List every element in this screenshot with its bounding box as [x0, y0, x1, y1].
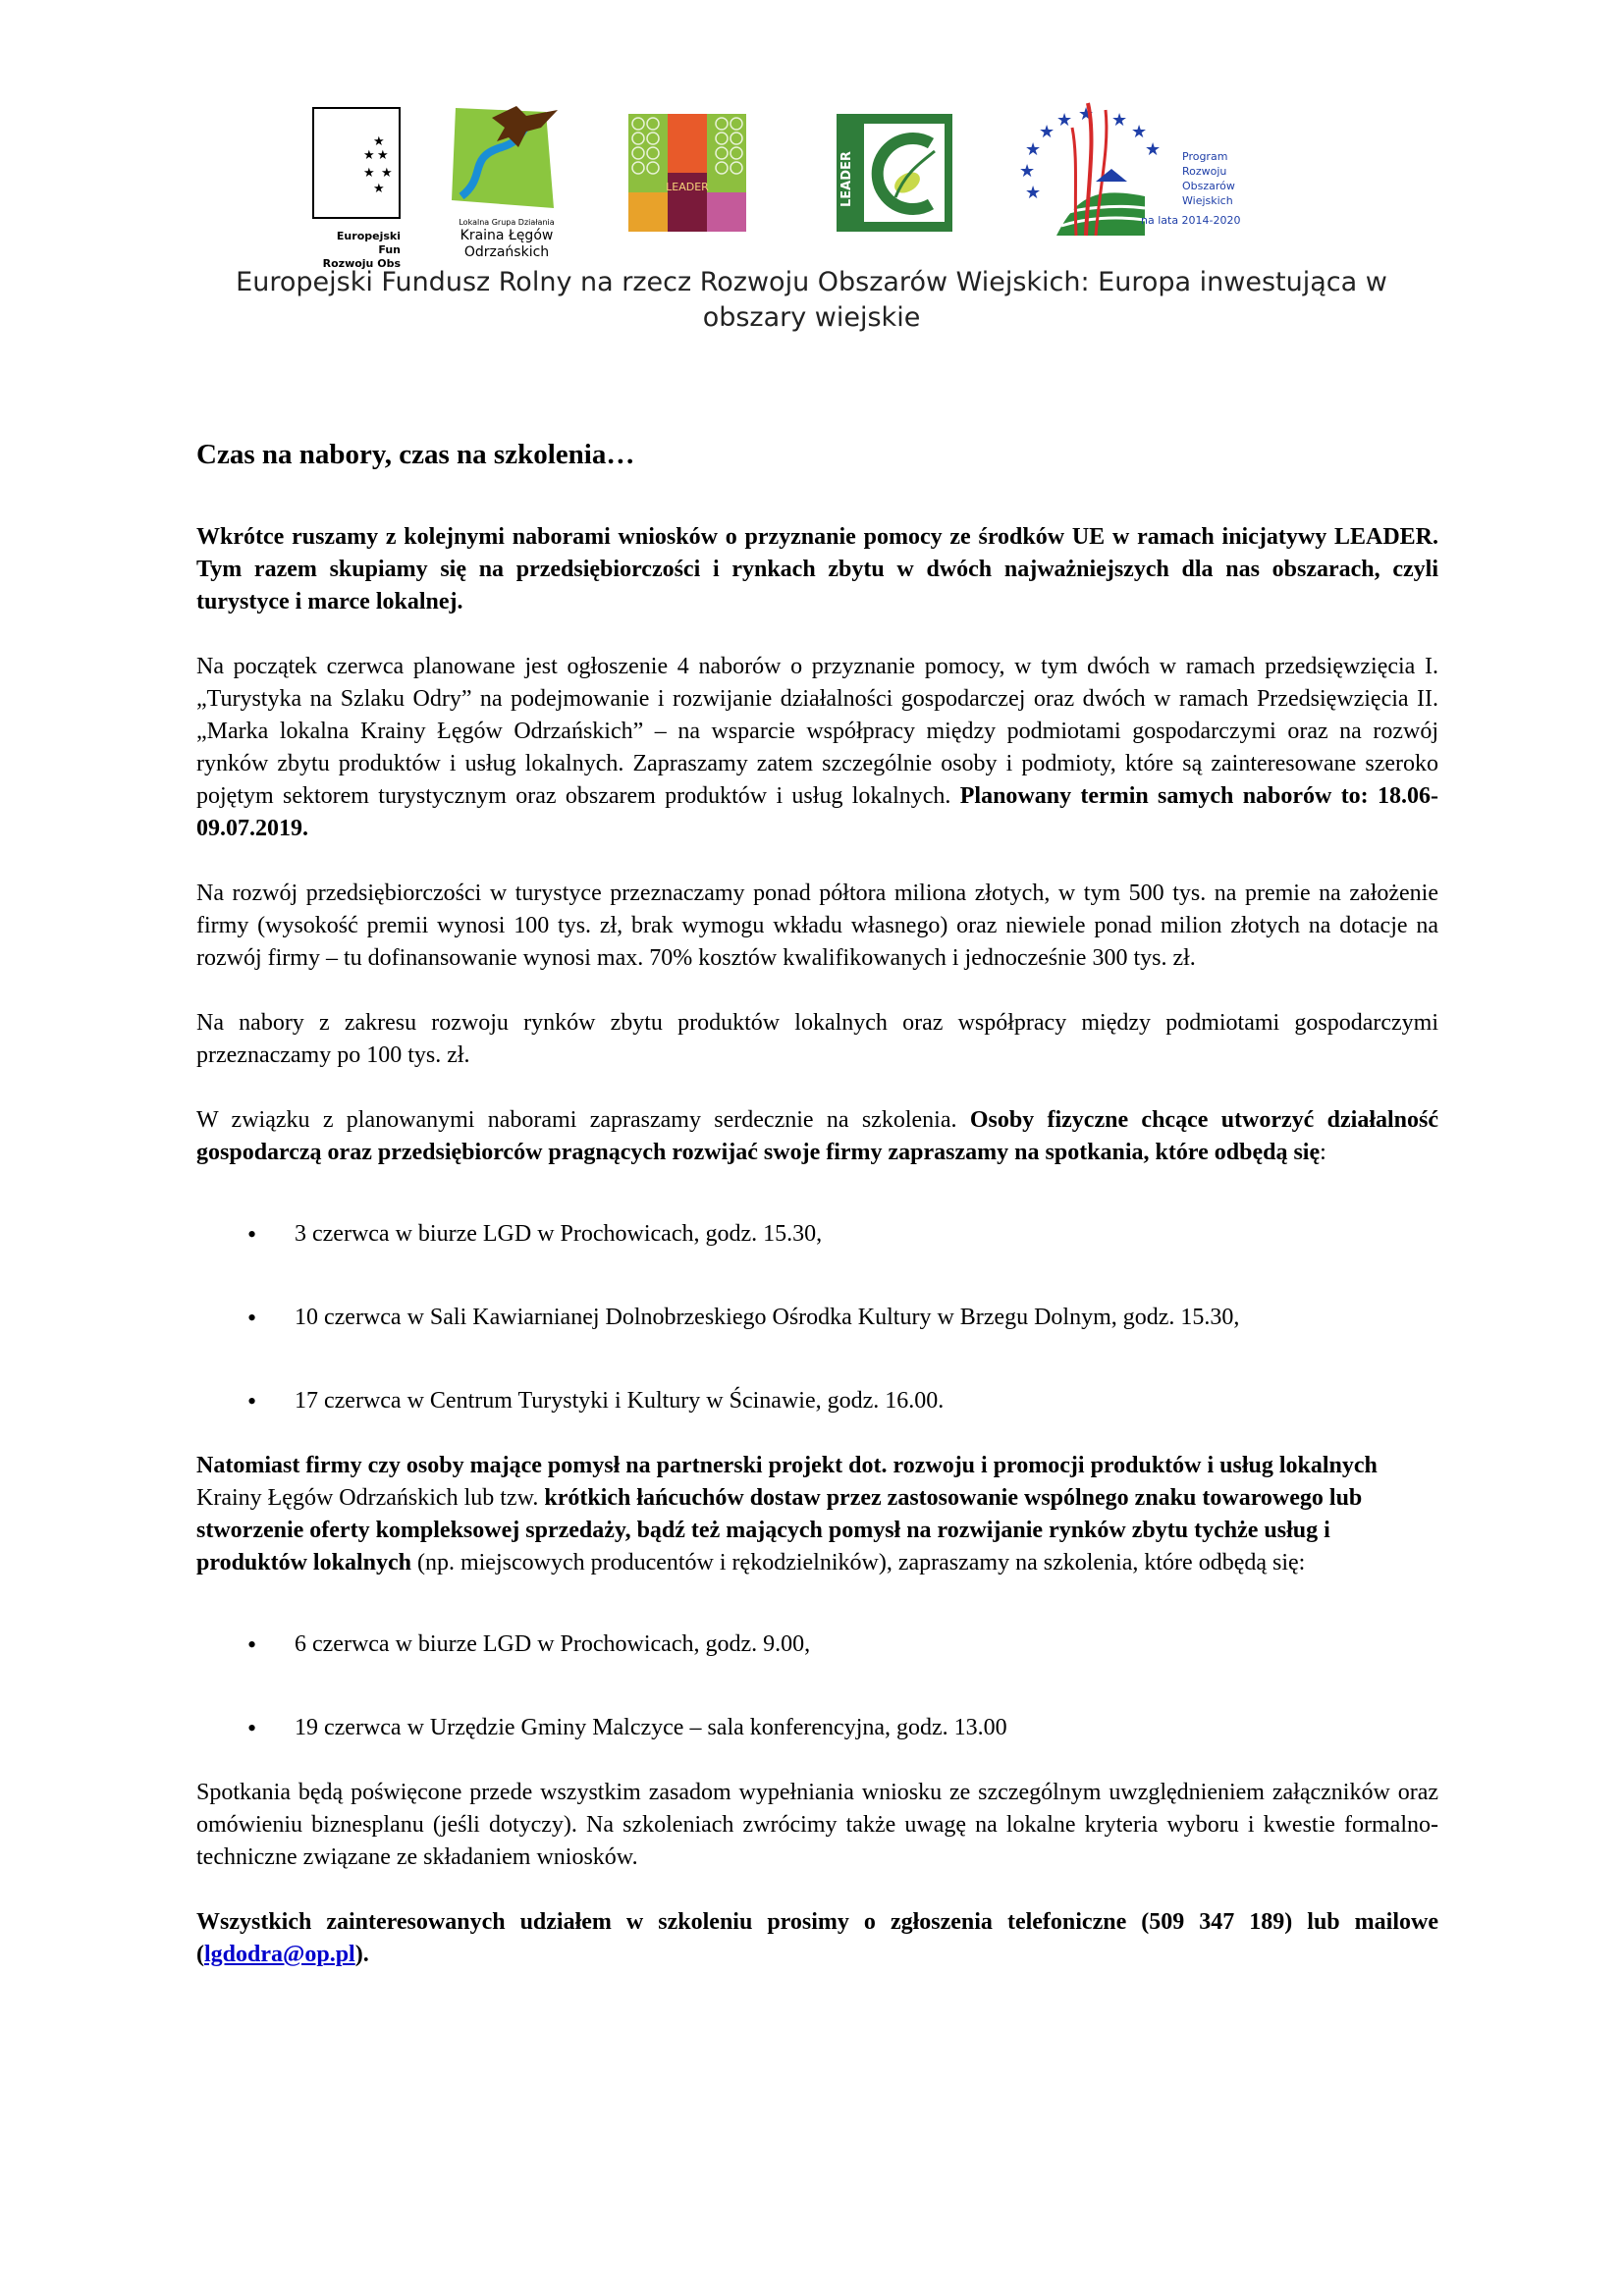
- prow-logo: [1017, 98, 1243, 245]
- svg-text:★: ★: [1039, 122, 1055, 142]
- prow-word-1: Program: [1182, 150, 1228, 163]
- leader-mosaic-text: LEADER: [666, 181, 709, 193]
- paragraph-5-bold-2: krótkich łańcuchów dostaw przez zastosowanie wspólnego znaku towarowego lub stworzenie oferty kompleksowej sprzedaży, bądź też mających pomysł na rozwijanie rynków zbytu tychże usług i produktów lokalnych: [196, 1485, 1363, 1575]
- list-item: [196, 1629, 1438, 1661]
- list-item-text: 17 czerwca w Centrum Turystyki i Kultury w Ścinawie, godz. 16.00.: [295, 1388, 945, 1414]
- paragraph-7: [196, 1906, 1438, 1971]
- leader-mosaic-logo: [628, 114, 746, 232]
- training-list-2: [196, 1629, 1438, 1744]
- list-item: [196, 1302, 1438, 1334]
- prow-word-3: Obszarów: [1182, 180, 1235, 192]
- list-item-text: 10 czerwca w Sali Kawiarnianej Dolnobrzeskiego Ośrodka Kultury w Brzegu Dolnym, godz. 15.30,: [295, 1305, 1240, 1330]
- svg-text:★: ★: [373, 134, 385, 149]
- eu-fund-logo: [312, 98, 401, 270]
- leader-green-text: LEADER: [839, 151, 854, 207]
- list-item-text: 3 czerwca w biurze LGD w Prochowicach, godz. 15.30,: [295, 1221, 823, 1247]
- svg-text:★: ★: [1145, 139, 1162, 160]
- paragraph-4-bold: Osoby fizyczne chcące utworzyć działalność gospodarczą oraz przedsiębiorców pragnących rozwijać swoje firmy zapraszamy na spotkania, które odbędą się: [196, 1107, 1438, 1165]
- lgd-logo-line3: Odrzańskich: [463, 244, 550, 260]
- leader-mosaic-icon: [628, 114, 746, 232]
- paragraph-5-normal-1: Krainy Łęgów Odrzańskich lub tzw.: [196, 1485, 545, 1511]
- training-list-1: [196, 1218, 1438, 1417]
- prow-word-4: Wiejskich: [1182, 194, 1233, 207]
- svg-text:★: ★: [363, 148, 375, 163]
- document-body: [196, 437, 1438, 2003]
- bullet-icon: •: [247, 1387, 257, 1415]
- lgd-logo: [448, 98, 566, 265]
- paragraph-1-text: Na początek czerwca planowane jest ogłoszenie 4 naborów o przyznanie pomocy, w tym dwóch w ramach przedsięwzięcia I. „Turystyka na Szlaku Odry” na podejmowanie i rozwijanie działalności gospodarczej oraz dwóch w ramach Przedsięwzięcia II. „Marka lokalna Krainy Łęgów Odrzańskich” – na wsparcie współpracy między podmiotami gospodarczymi oraz na rozwój rynków zbytu produktów i usług lokalnych. Zapraszamy zatem szczególnie osoby i podmioty, które są zainteresowane szeroko pojętym sektorem turystycznym oraz obszarem produktów i usług lokalnych.: [196, 654, 1438, 809]
- bullet-icon: •: [247, 1714, 257, 1742]
- header-subtitle: Europejski Fundusz Rolny na rzecz Rozwoju Obszarów Wiejskich: Europa inwestująca w obszary wiejskie: [236, 267, 1387, 333]
- logos-row: [0, 98, 1623, 270]
- bullet-icon: •: [247, 1304, 257, 1332]
- svg-text:★: ★: [1131, 122, 1148, 142]
- lead-paragraph: [196, 521, 1438, 618]
- paragraph-6: Spotkania będą poświęcone przede wszystkim zasadom wypełniania wniosku ze szczególnym uwzględnieniem załączników oraz omówieniu biznesplanu (jeśli dotyczy). Na szkoleniach zwrócimy także uwagę na lokalne kryteria wyboru i kwestie formalno-techniczne związane ze składaniem wniosków.: [196, 1780, 1438, 1870]
- list-item: [196, 1712, 1438, 1744]
- svg-text:★: ★: [377, 148, 389, 163]
- svg-text:★: ★: [1111, 110, 1128, 131]
- bullet-icon: •: [247, 1220, 257, 1249]
- lgd-eagle-icon: [448, 98, 566, 211]
- eu-logo-line1: Europejski Fun: [336, 230, 401, 256]
- svg-text:★: ★: [381, 166, 393, 181]
- svg-text:★: ★: [1056, 110, 1073, 131]
- prow-word-2: Rozwoju: [1182, 165, 1227, 178]
- paragraph-5: [196, 1450, 1438, 1579]
- svg-text:★: ★: [1019, 161, 1036, 182]
- svg-text:★: ★: [363, 166, 375, 181]
- paragraph-1: [196, 651, 1438, 845]
- paragraph-4-end: :: [1320, 1140, 1326, 1165]
- leader-green-logo: [837, 114, 952, 232]
- document-title: Czas na nabory, czas na szkolenia…: [196, 439, 635, 470]
- paragraph-7-start: Wszystkich zainteresowanych udziałem w szkoleniu prosimy o zgłoszenia telefoniczne (509 347 189) lub mailowe (: [196, 1909, 1438, 1967]
- email-link[interactable]: lgdodra@op.pl: [204, 1942, 355, 1967]
- paragraph-5-normal-2: (np. miejscowych producentów i rękodzielników), zapraszamy na szkolenia, które odbędą się:: [410, 1550, 1306, 1575]
- svg-text:★: ★: [1078, 104, 1095, 125]
- svg-text:★: ★: [1025, 139, 1042, 160]
- lead-text: Wkrótce ruszamy z kolejnymi naborami wniosków o przyznanie pomocy ze środków UE w ramach inicjatywy LEADER. Tym razem skupiamy się na przedsiębiorczości i rynkach zbytu w dwóch najważniejszych dla nas obszarach, czyli turystyce i marce lokalnej.: [196, 524, 1438, 614]
- svg-text:★: ★: [1025, 183, 1042, 203]
- lgd-logo-line1: Lokalna Grupa Działania: [459, 218, 555, 227]
- paragraph-2: Na rozwój przedsiębiorczości w turystyce przeznaczamy ponad półtora miliona złotych, w tym 500 tys. na premie na założenie firmy (wysokość premii wynosi 100 tys. zł, brak wymogu wkładu własnego) oraz niewiele ponad milion złotych na dotacje na rozwój firmy – tu dofinansowanie wynosi max. 70% kosztów kwalifikowanych i jednocześnie 300 tys. zł.: [196, 881, 1438, 971]
- paragraph-3: Na nabory z zakresu rozwoju rynków zbytu produktów lokalnych oraz współpracy między podmiotami gospodarczymi przeznaczamy po 100 tys. zł.: [196, 1010, 1438, 1068]
- list-item-text: 6 czerwca w biurze LGD w Prochowicach, godz. 9.00,: [295, 1631, 811, 1657]
- paragraph-4: [196, 1104, 1438, 1169]
- paragraph-7-end: ).: [354, 1942, 369, 1967]
- svg-text:★: ★: [373, 182, 385, 196]
- list-item-text: 19 czerwca w Urzędzie Gminy Malczyce – sala konferencyjna, godz. 13.00: [295, 1715, 1007, 1740]
- list-item: [196, 1385, 1438, 1417]
- paragraph-4-start: W związku z planowanymi naborami zapraszamy serdecznie na szkolenia.: [196, 1107, 970, 1133]
- leader-sprout-icon: [837, 114, 952, 232]
- paragraph-5-bold-1: Natomiast firmy czy osoby mające pomysł na partnerski projekt dot. rozwoju i promocji produktów i usług lokalnych: [196, 1453, 1378, 1478]
- prow-years: na lata 2014-2020: [1141, 214, 1241, 227]
- list-item: [196, 1218, 1438, 1251]
- eu-logo-line2: Rozwoju Obs: [322, 257, 401, 270]
- eu-flag-icon: [312, 98, 401, 221]
- lgd-logo-line2: Kraina Łęgów: [460, 228, 554, 243]
- paragraph-1-bold: Planowany termin samych naborów to: 18.06-09.07.2019.: [196, 783, 1438, 841]
- bullet-icon: •: [247, 1630, 257, 1659]
